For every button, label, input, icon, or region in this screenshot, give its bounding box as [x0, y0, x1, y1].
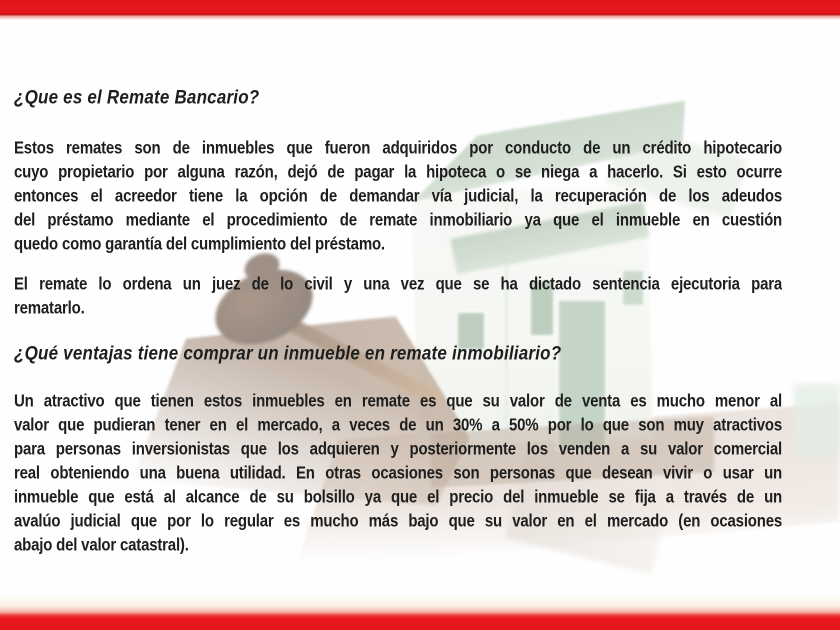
heading-advantages: ¿Qué ventajas tiene comprar un inmueble en remate inmobiliario? [14, 342, 562, 364]
text-line: El remate lo ordena un juez de lo civil y una vez que se ha dictado sentencia ejecutoria para [14, 274, 782, 295]
bottom-red-bar [0, 594, 840, 630]
paragraph-definition [14, 137, 782, 257]
paragraph-judge-order [14, 273, 782, 321]
text-line: del préstamo mediante el procedimiento de remate inmobiliario ya que el inmueble en cuestión [14, 210, 782, 231]
text-line: quedo como garantía del cumplimiento del préstamo. [14, 234, 385, 255]
text-line: real obteniendo una buena utilidad. En otras ocasiones son personas que desean vivir o usar un [14, 463, 782, 484]
top-red-bar [0, 0, 840, 20]
text-line: valor que pudieran tener en el mercado, a veces de un 30% a 50% por lo que son muy atractivos [14, 415, 782, 436]
text-line: avalúo judicial que por lo regular es mucho más bajo que su valor en el mercado (en ocasiones [14, 511, 782, 532]
heading-what-is-remate: ¿Que es el Remate Bancario? [14, 86, 260, 108]
text-line: para personas inversionistas que los adquieren y posteriormente los venden a su valor comercial [14, 439, 782, 460]
text-line: inmueble que está al alcance de su bolsillo ya que el precio del inmueble se fija a través de un [14, 487, 782, 508]
text-line: Un atractivo que tienen estos inmuebles en remate es que su valor de venta es mucho menor al [14, 391, 782, 412]
text-line: rematarlo. [14, 298, 85, 319]
paragraph-advantages [14, 390, 782, 558]
text-line: cuyo propietario por alguna razón, dejó de pagar la hipoteca o se niega a hacerlo. Si esto ocurre [14, 162, 782, 183]
text-line: abajo del valor catastral). [14, 535, 189, 556]
text-line: Estos remates son de inmuebles que fueron adquiridos por conducto de un crédito hipotecario [14, 138, 782, 159]
text-line: entonces el acreedor tiene la opción de demandar vía judicial, la recuperación de los adeudos [14, 186, 782, 207]
